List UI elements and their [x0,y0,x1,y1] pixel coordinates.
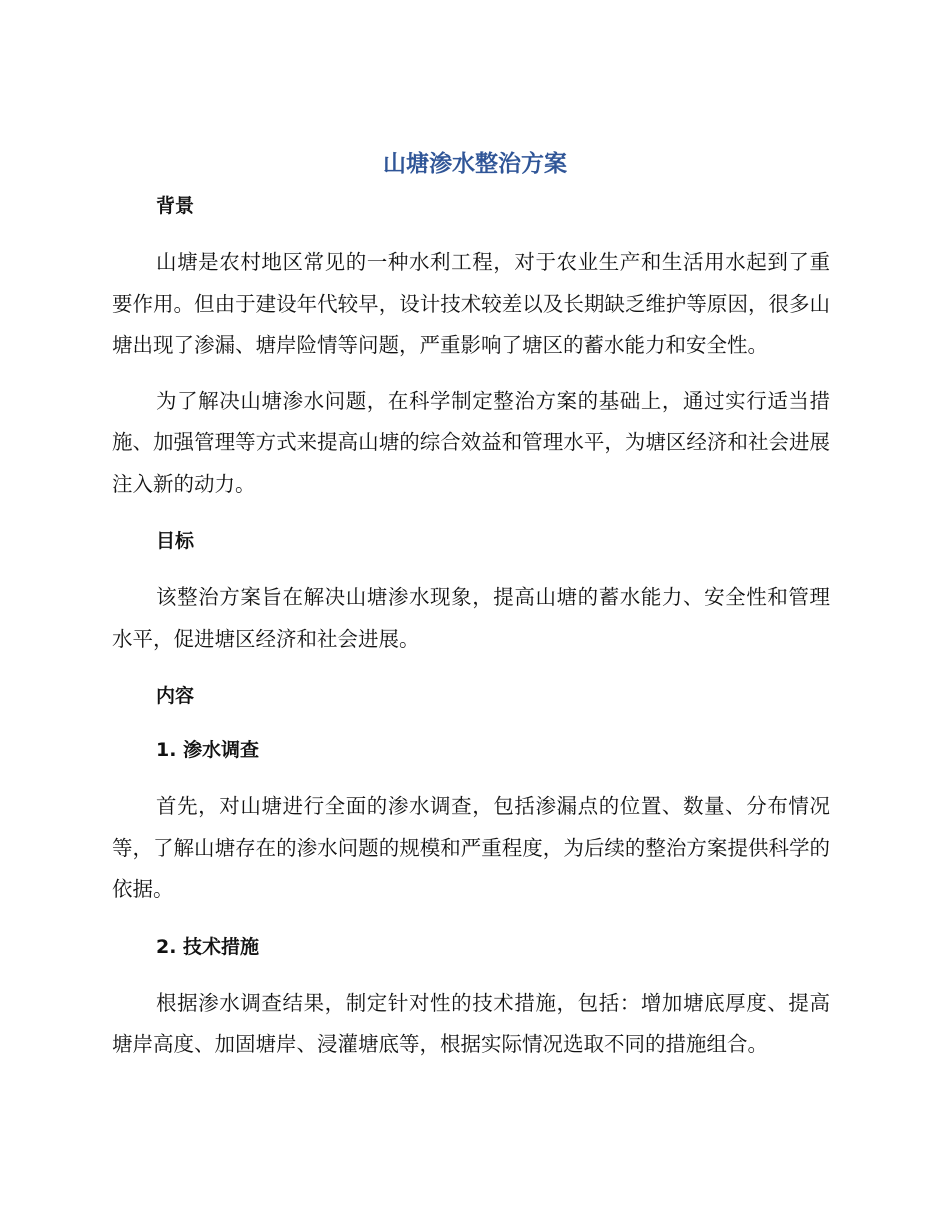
subsection-heading-seepage-survey: 1. 渗水调查 [156,739,260,761]
document-title: 山塘渗水整治方案 [383,151,567,177]
section-heading-goal: 目标 [156,530,195,552]
paragraph-background-1: 山塘是农村地区常见的一种水利工程，对于农业生产和生活用水起到了重要作用。但由于建设年代较早，设计技术较差以及长期缺乏维护等原因，很多山塘出现了渗漏、塘岸险情等问题，严重影响了塘区的蓄水能力和安全性。 [112,250,830,357]
paragraph-background-2: 为了解决山塘渗水问题，在科学制定整治方案的基础上，通过实行适当措施、加强管理等方式来提高山塘的综合效益和管理水平，为塘区经济和社会进展注入新的动力。 [112,388,830,496]
paragraph-goal: 该整治方案旨在解决山塘渗水现象，提高山塘的蓄水能力、安全性和管理水平，促进塘区经济和社会进展。 [112,585,830,651]
section-heading-background: 背景 [156,195,195,217]
document-body [112,188,830,1066]
section-heading-content: 内容 [156,685,195,707]
paragraph-seepage-survey: 首先，对山塘进行全面的渗水调查，包括渗漏点的位置、数量、分布情况等，了解山塘存在的渗水问题的规模和严重程度，为后续的整治方案提供科学的依据。 [112,794,830,901]
subsection-heading-technical-measures: 2. 技术措施 [156,935,260,958]
paragraph-technical-measures: 根据渗水调查结果，制定针对性的技术措施，包括：增加塘底厚度、提高塘岸高度、加固塘岸、浸灌塘底等，根据实际情况选取不同的措施组合。 [112,990,830,1056]
